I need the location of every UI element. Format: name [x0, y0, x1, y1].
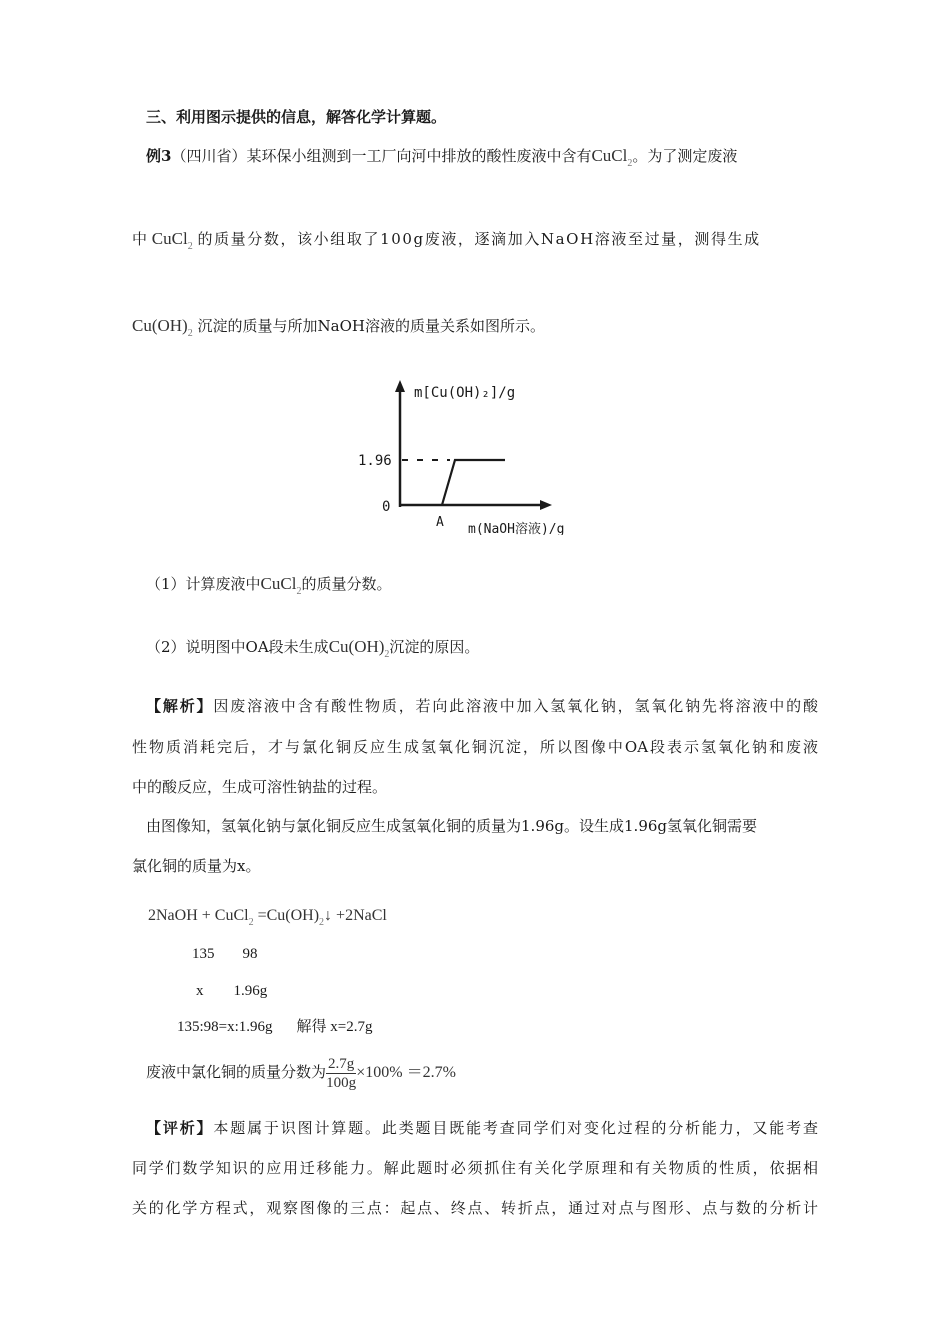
precipitate-mass-chart [350, 375, 600, 535]
comment-line-3: 关的化学方程式，观察图像的三点：起点、终点、转折点，通过对点与图形、点与数的分析计 [132, 1199, 818, 1217]
example-line2-text: 的质量分数，该小组取了100g废液，逐滴加入NaOH溶液至过量，测得生成 [197, 230, 761, 248]
data-line [442, 460, 505, 505]
comment-line-1: 【评析】本题属于识图计算题。此类题目既能考查同学们对变化过程的分析能力，又能考查 [146, 1119, 818, 1137]
example-line-1 [146, 145, 836, 175]
analysis-label: 【解析】 [146, 697, 214, 715]
y-tick-label: 1.96 [358, 453, 392, 469]
x-axis-arrow [540, 500, 552, 510]
example-line1-text: （四川省）某环保小组测到一工厂向河中排放的酸性废液中含有 [171, 147, 592, 165]
comment-label: 【评析】 [146, 1119, 214, 1137]
origin-label: 0 [382, 499, 391, 515]
y-axis-arrow [395, 380, 405, 392]
question-2: （2）说明图中OA段未生成$Cu(OH)_2$沉淀的原因。 [146, 637, 480, 660]
result-fraction: $\frac{2.7g}{100g}$ [326, 1055, 357, 1091]
formula-cucl2: CuCl$_2$ [260, 574, 302, 597]
molar-mass-row: 135 98 [192, 946, 258, 962]
analysis-line-2: 性物质消耗完后，才与氯化铜反应生成氢氧化铜沉淀，所以图像中OA段表示氢氧化钠和废液 [132, 738, 818, 756]
analysis-para2-line-2: 氯化铜的质量为x。 [132, 857, 261, 875]
ratio-row: 135:98=x:1.96g 解得 x=2.7g [177, 1019, 373, 1035]
example-line1-tail: 。为了测定废液 [632, 147, 738, 165]
analysis-line-1: 【解析】因废溶液中含有酸性物质，若向此溶液中加入氢氧化钠，氢氧化钠先将溶液中的酸 [146, 697, 818, 715]
section-title: 三、利用图示提供的信息，解答化学计算题。 [146, 108, 447, 126]
analysis-para2-line-1: 由图像知，氢氧化钠与氯化铜反应生成氢氧化铜的质量为1.96g。设生成1.96g氢氧化铜需要 [146, 817, 758, 835]
chemical-equation: 2NaOH + CuCl$_2$ $=Cu(OH)_2↓$ +2NaCl [148, 907, 387, 928]
example-label: 例3 [146, 147, 172, 165]
x-axis-label: m(NaOH溶液)/g [468, 522, 565, 535]
y-axis-label: m[Cu(OH)₂]/g [414, 385, 516, 401]
question-1: （1）计算废液中CuCl$_2$的质量分数。 [146, 574, 392, 597]
formula-cucl2: CuCl$_2$ [591, 146, 633, 169]
example-line-3 [132, 315, 822, 345]
example-line3-text: 沉淀的质量与所加NaOH溶液的质量关系如图所示。 [197, 317, 545, 335]
x-marker-label: A [436, 515, 444, 530]
mass-row: x 1.96g [196, 983, 268, 999]
comment-line-2: 同学们数学知识的应用迁移能力。解此题时必须抓住有关化学原理和有关物质的性质，依据相 [132, 1159, 818, 1177]
result-line: 废液中氯化铜的质量分数为 $\frac{2.7g}{100g}$ ×100% ＝2.7% [146, 1055, 456, 1091]
formula-cuoh2: $Cu(OH)_2$ [328, 637, 390, 660]
formula-cucl2: CuCl$_2$ [151, 229, 193, 252]
formula-cuoh2: $Cu(OH)_2$ [132, 316, 193, 339]
analysis-line-3: 中的酸反应，生成可溶性钠盐的过程。 [132, 778, 388, 796]
example-line-2: 中 CuCl$_2$ 的质量分数，该小组取了100g废液，逐滴加入NaOH溶液至过量，测得生成 [132, 229, 761, 252]
